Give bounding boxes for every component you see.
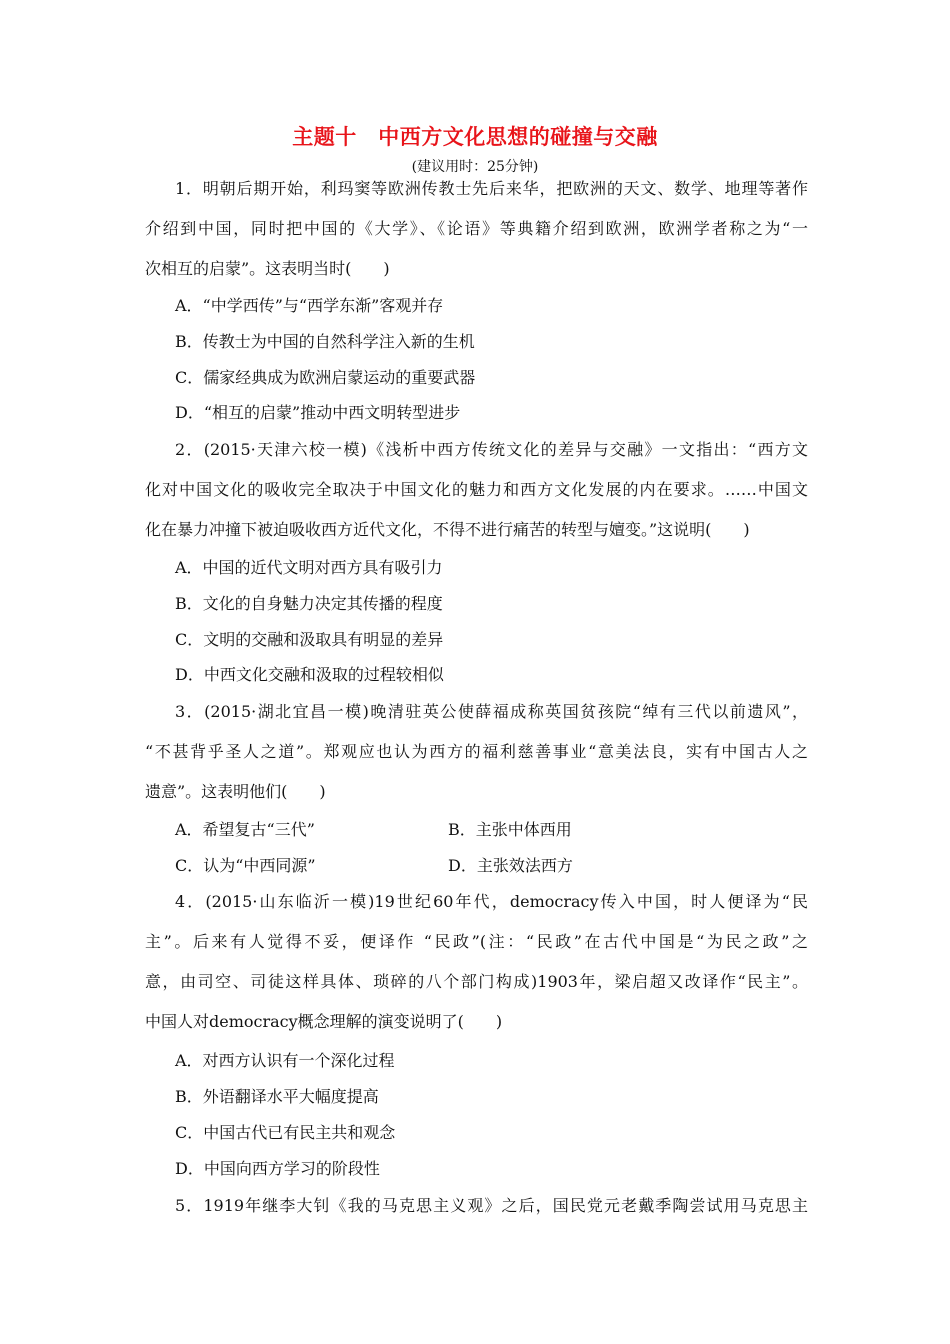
question-1-text: 次相互的启蒙”。这表明当时( ) xyxy=(145,259,390,278)
question-3-text: 遗意”。这表明他们( ) xyxy=(145,782,326,801)
question-5-text: 5．1919年继李大钊《我的马克思主义观》之后，国民党元老戴季陶尝试用马克思主 xyxy=(175,1196,808,1215)
question-4-option-c: C．中国古代已有民主共和观念 xyxy=(175,1123,396,1142)
question-3-option-a: A．希望复古“三代” xyxy=(175,820,315,839)
question-2-option-d: D．中西文化交融和汲取的过程较相似 xyxy=(175,665,444,684)
question-3-text: 3．(2015·湖北宜昌一模)晚清驻英公使薛福成称英国贫孩院“绰有三代以前遗风”， xyxy=(175,702,808,721)
question-2-text: 化对中国文化的吸收完全取决于中国文化的魅力和西方文化发展的内在要求。……中国文 xyxy=(145,480,808,499)
question-2-option-b: B．文化的自身魅力决定其传播的程度 xyxy=(175,594,443,613)
question-1-option-d: D．“相互的启蒙”推动中西文明转型进步 xyxy=(175,403,461,422)
page-title: 主题十 中西方文化思想的碰撞与交融 xyxy=(292,124,658,149)
question-1-option-a: A．“中学西传”与“西学东渐”客观并存 xyxy=(175,296,444,315)
question-4-option-d: D．中国向西方学习的阶段性 xyxy=(175,1159,380,1178)
question-1-option-b: B．传教士为中国的自然科学注入新的生机 xyxy=(175,332,475,351)
question-4-option-b: B．外语翻译水平大幅度提高 xyxy=(175,1087,379,1106)
question-1-text: 1．明朝后期开始，利玛窦等欧洲传教士先后来华，把欧洲的天文、数学、地理等著作 xyxy=(175,179,808,198)
question-2-text: 化在暴力冲撞下被迫吸收西方近代文化，不得不进行痛苦的转型与嬗变。”这说明( ) xyxy=(145,520,750,539)
question-3-option-b: B．主张中体西用 xyxy=(448,820,572,839)
question-4-option-a: A．对西方认识有一个深化过程 xyxy=(175,1051,395,1070)
question-1-text: 介绍到中国，同时把中国的《大学》、《论语》等典籍介绍到欧洲，欧洲学者称之为“一 xyxy=(145,219,808,238)
question-4-text: 4．(2015·山东临沂一模)19世纪60年代，democracy传入中国，时人便译为“民 xyxy=(175,892,808,911)
question-4-text: 中国人对democracy概念理解的演变说明了( ) xyxy=(145,1012,503,1031)
question-2-option-a: A．中国的近代文明对西方具有吸引力 xyxy=(175,558,443,577)
question-1-option-c: C．儒家经典成为欧洲启蒙运动的重要武器 xyxy=(175,368,476,387)
question-4-text: 意，由司空、司徒这样具体、琐碎的八个部门构成)1903年，梁启超又改译作“民主”。 xyxy=(145,972,808,991)
question-4-text: 主”。后来有人觉得不妥，便译作 “民政”(注：“民政”在古代中国是“为民之政”之 xyxy=(145,932,808,951)
question-3-option-d: D．主张效法西方 xyxy=(448,856,573,875)
question-2-text: 2．(2015·天津六校一模)《浅析中西方传统文化的差异与交融》一文指出：“西方文 xyxy=(175,440,808,459)
suggested-time: (建议用时：25分钟) xyxy=(411,159,539,175)
question-2-option-c: C．文明的交融和汲取具有明显的差异 xyxy=(175,630,444,649)
question-3-text: “不甚背乎圣人之道”。郑观应也认为西方的福利慈善事业“意美法良，实有中国古人之 xyxy=(145,742,808,761)
question-3-option-c: C．认为“中西同源” xyxy=(175,856,316,875)
